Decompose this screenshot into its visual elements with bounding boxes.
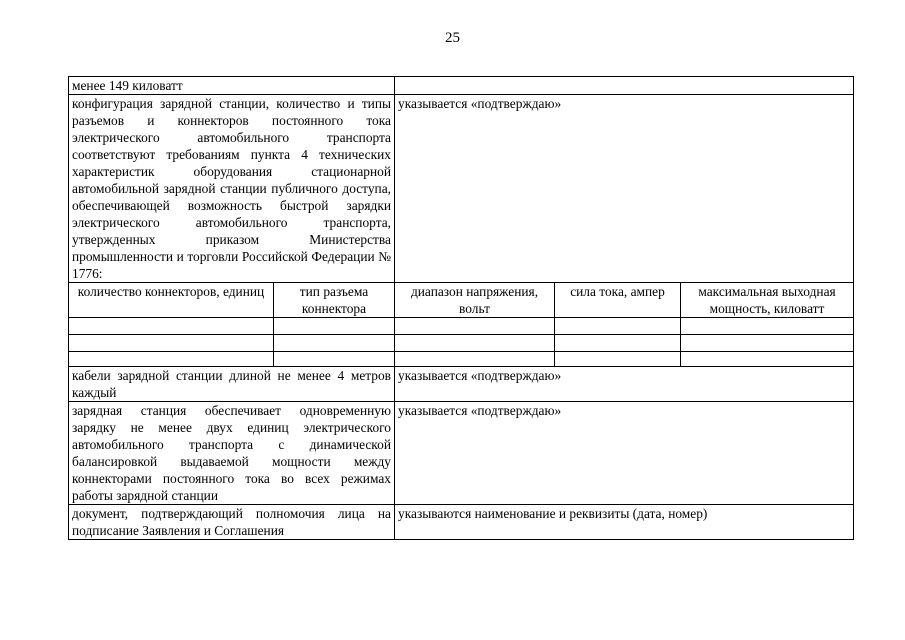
current-cell[interactable]: [555, 335, 681, 352]
authority-document-value-cell: указываются наименование и реквизиты (дата, номер): [395, 505, 854, 540]
simultaneous-charging-cell: зарядная станция обеспечивает одновременную зарядку не менее двух единиц электрического автомобильного транспорта с динамической балансировкой выдаваемой мощности между коннекторами постоянного тока во всех режимах работы зарядной станции: [69, 402, 395, 505]
connector-count-header: количество коннекторов, единиц: [69, 283, 274, 318]
current-header: сила тока, ампер: [555, 283, 681, 318]
configuration-value-cell: указывается «подтверждаю»: [395, 95, 854, 283]
connector-count-cell[interactable]: [69, 352, 274, 367]
connector-type-header: тип разъема коннектора: [274, 283, 395, 318]
cables-value-cell: указывается «подтверждаю»: [395, 367, 854, 402]
voltage-range-cell[interactable]: [395, 318, 555, 335]
connector-type-cell[interactable]: [274, 318, 395, 335]
table-row-power-tail: [69, 77, 854, 95]
simultaneous-charging-value-cell: указывается «подтверждаю»: [395, 402, 854, 505]
table-row-cables: [69, 367, 854, 402]
authority-document-cell: документ, подтверждающий полномочия лица на подписание Заявления и Соглашения: [69, 505, 395, 540]
configuration-cell: конфигурация зарядной станции, количество и типы разъемов и коннекторов постоянного тока электрического автомобильного транспорта соответствуют требованиям пункта 4 технических характеристик оборудования стационарной автомобильной зарядной станции публичного доступа, обеспечивающей возможность быстрой зарядки электрического автомобильного транспорта, утвержденных приказом Министерства промышленности и торговли Российской Федерации № 1776:: [69, 95, 395, 283]
voltage-range-header: диапазон напряжения, вольт: [395, 283, 555, 318]
connector-type-cell[interactable]: [274, 352, 395, 367]
table-row-simultaneous: [69, 402, 854, 505]
page-number: 25: [445, 30, 460, 46]
power-tail-cell: менее 149 киловатт: [69, 77, 395, 95]
max-power-cell[interactable]: [681, 352, 854, 367]
power-tail-value-cell: [395, 77, 854, 95]
table-row-authority: [69, 505, 854, 540]
connector-count-cell[interactable]: [69, 335, 274, 352]
voltage-range-cell[interactable]: [395, 352, 555, 367]
connector-type-cell[interactable]: [274, 335, 395, 352]
table-row-configuration: [69, 95, 854, 283]
cables-cell: кабели зарядной станции длиной не менее 4 метров каждый: [69, 367, 395, 402]
connectors-header-row: [69, 283, 854, 318]
connector-row: [69, 352, 854, 367]
max-power-header: максимальная выходная мощность, киловатт: [681, 283, 854, 318]
connector-row: [69, 335, 854, 352]
connector-count-cell[interactable]: [69, 318, 274, 335]
connector-row: [69, 318, 854, 335]
current-cell[interactable]: [555, 352, 681, 367]
voltage-range-cell[interactable]: [395, 335, 555, 352]
max-power-cell[interactable]: [681, 318, 854, 335]
current-cell[interactable]: [555, 318, 681, 335]
application-table: [68, 76, 854, 540]
max-power-cell[interactable]: [681, 335, 854, 352]
